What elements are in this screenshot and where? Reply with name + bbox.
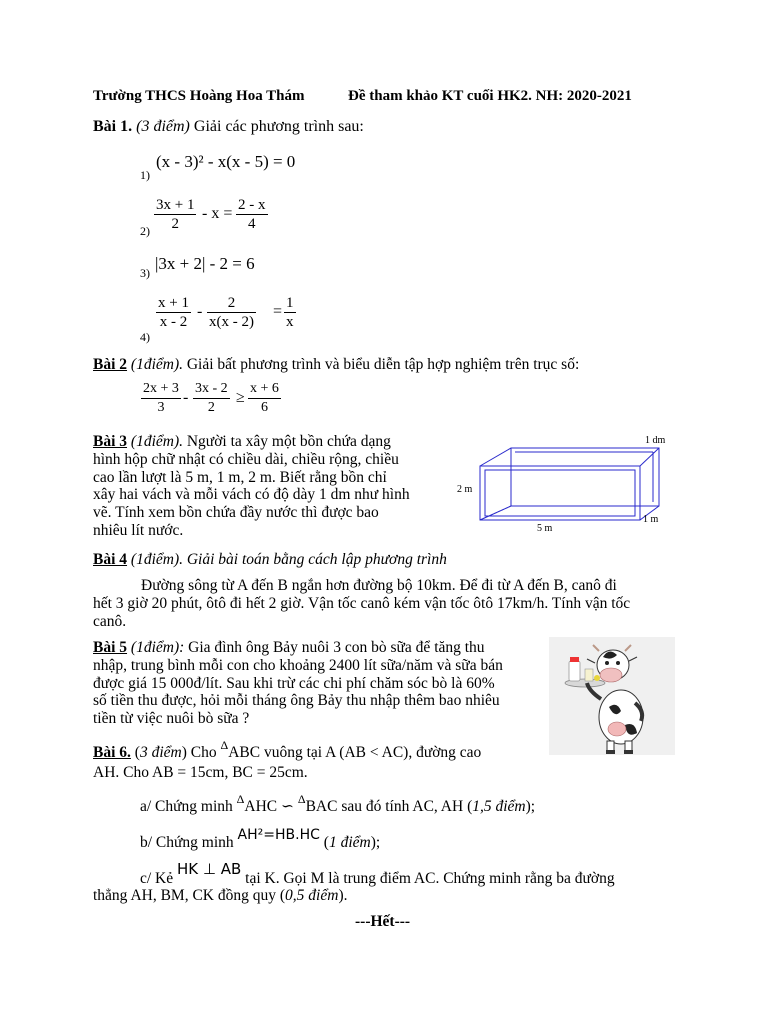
- tank-label-dm: 1 dm: [645, 435, 666, 446]
- bai2-fraction-a: $\frac{2x + 3}{3}$: [143, 381, 179, 415]
- tank-label-width: 1 m: [643, 514, 659, 525]
- bai2-fraction-b: $\frac{3x - 2}{2}$: [195, 381, 228, 415]
- bai1-eq4-fraction-b: $\frac{2}{x(x - 2)}$: [209, 295, 254, 330]
- bai6-part-a: a/ Chứng minh $^\Delta$AHC ∽ $^\Delta$BAC sau đó tính AC, AH (1,5 điểm);: [140, 792, 536, 815]
- bai2-op2: ≥: [236, 389, 245, 406]
- bai1-heading: Bài 1. (3 điểm) Giải các phương trình sau:: [93, 118, 364, 135]
- exam-title: Đề tham khảo KT cuối HK2. NH: 2020-2021: [348, 88, 632, 104]
- tank-label-height: 2 m: [457, 484, 473, 495]
- bai2-heading: Bài 2 (1điểm). Giải bất phương trình và biểu diễn tập hợp nghiệm trên trục số:: [93, 356, 580, 373]
- bai3-text: Bài 3 (1điểm). Người ta xây một bồn chứa dạng hình hộp chữ nhật có chiều dài, chiều rộng, chiều cao lần lượt là 5 m, 1 m, 2 m. Biết rằng bồn chỉ xây hai vách và mỗi vách có độ dày 1 dm như hình vẽ. Tính xem bồn chứa đầy nước thì được bao nhiêu lít nước.: [93, 433, 410, 539]
- bai1-equation-3: |3x + 2| - 2 = 6: [155, 254, 255, 273]
- bai1-eq2-middle: - x =: [202, 205, 233, 222]
- bai1-item-1-num: 1): [140, 168, 150, 182]
- school-name: Trường THCS Hoàng Hoa Thám: [93, 88, 305, 104]
- bai1-eq4-fraction-c: $\frac{1}{x}$: [286, 295, 294, 330]
- bai5-text: Bài 5 (1điểm): Gia đình ông Bảy nuôi 3 con bò sữa để tăng thu nhập, trung bình mỗi con cho khoảng 2400 lít sữa/năm và sữa bán được giá 15 000đ/lít. Sau khi trừ các chi phí chăm sóc bò là 60% số tiền thu được, hỏi mỗi tháng ông Bảy thu nhập thêm bao nhiêu tiền từ việc nuôi bò sữa ?: [93, 639, 503, 728]
- tank-figure: [455, 430, 680, 540]
- bai1-eq4-fraction-a: $\frac{x + 1}{x - 2}$: [158, 295, 189, 330]
- bai6-part-c: c/ Kẻ HK ⊥ AB tại K. Gọi M là trung điểm AC. Chứng minh rằng ba đường: [140, 860, 615, 887]
- bai4-heading: Bài 4 (1điểm). Giải bài toán bằng cách lập phương trình: [93, 551, 447, 568]
- bai1-equation-1: (x - 3)² - x(x - 5) = 0: [156, 152, 296, 171]
- bai1-item-2-num: 2): [140, 224, 150, 238]
- bai1-eq4-op2: =: [273, 303, 283, 320]
- bai2-fraction-c: $\frac{x + 6}{6}$: [250, 381, 279, 415]
- footer-end: ---Hết---: [355, 913, 411, 930]
- bai1-item-3-num: 3): [140, 266, 150, 280]
- bai6-part-c-line2: thẳng AH, BM, CK đồng quy (0,5 điểm).: [93, 887, 348, 904]
- bai6-part-b: b/ Chứng minh AH²=HB.HC (1 điểm);: [140, 827, 381, 851]
- tank-label-length: 5 m: [537, 523, 553, 534]
- bai1-item-4-num: 4): [140, 330, 150, 344]
- bai6-line2: AH. Cho AB = 15cm, BC = 25cm.: [93, 764, 308, 781]
- bai2-op1: -: [183, 389, 189, 406]
- bai6-line1: Bài 6. (3 điểm) Cho $^\Delta$ABC vuông tại A (AB < AC), đường cao: [93, 738, 482, 761]
- bai1-eq4-op1: -: [197, 303, 203, 320]
- cow-illustration: [549, 637, 675, 755]
- bai1-eq2-rhs-fraction: $\frac{2 - x}{4}$: [238, 197, 266, 232]
- bai4-body: Đường sông từ A đến B ngắn hơn đường bộ 10km. Để đi từ A đến B, canô đi hết 3 giờ 20 phút, ôtô đi hết 2 giờ. Vận tốc canô kém vận tốc ôtô 17km/h. Tính vận tốc canô.: [93, 577, 631, 630]
- bai1-eq2-lhs-fraction: $\frac{3x + 1}{2}$: [156, 197, 195, 232]
